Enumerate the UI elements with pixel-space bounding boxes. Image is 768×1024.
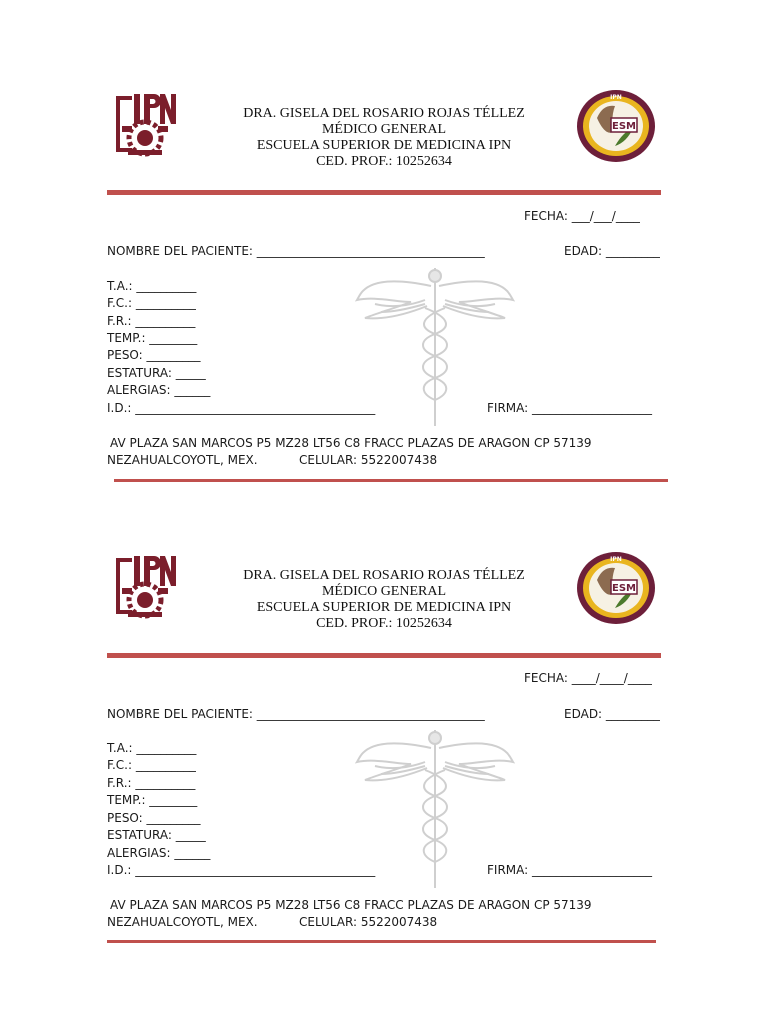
- prescription-form-1: [0, 0, 768, 467]
- prescription-form-2: [0, 462, 768, 929]
- doctor-title: MÉDICO GENERAL: [321, 122, 447, 137]
- temp-field[interactable]: TEMP.: ________: [107, 331, 198, 345]
- doctor-header: [200, 106, 568, 170]
- esm-seal-icon: [575, 550, 657, 626]
- ipn-logo-icon: [108, 552, 182, 622]
- professional-license: CED. PROF.: 10252634: [316, 616, 452, 631]
- ta-field[interactable]: T.A.: __________: [107, 741, 197, 755]
- fc-field[interactable]: F.C.: __________: [107, 296, 196, 310]
- esm-seal-top-text: IPN: [610, 94, 622, 101]
- esm-seal-top-text: IPN: [610, 556, 622, 563]
- nombre-paciente-field[interactable]: NOMBRE DEL PACIENTE: ______________________________________: [107, 244, 485, 258]
- estatura-field[interactable]: ESTATURA: _____: [107, 366, 206, 380]
- fecha-field[interactable]: FECHA: ___/___/____: [524, 209, 640, 223]
- bottom-divider-2: [107, 940, 656, 943]
- address-line: AV PLAZA SAN MARCOS P5 MZ28 LT56 C8 FRACC PLAZAS DE ARAGON CP 57139: [110, 898, 592, 912]
- nombre-paciente-field[interactable]: NOMBRE DEL PACIENTE: ______________________________________: [107, 707, 485, 721]
- fc-field[interactable]: F.C.: __________: [107, 758, 196, 772]
- fecha-field[interactable]: FECHA: ____/____/____: [524, 671, 652, 685]
- alergias-field[interactable]: ALERGIAS: ______: [107, 383, 211, 397]
- professional-license: CED. PROF.: 10252634: [316, 154, 452, 169]
- phone-line: CELULAR: 5522007438: [299, 453, 438, 467]
- address-line: AV PLAZA SAN MARCOS P5 MZ28 LT56 C8 FRACC PLAZAS DE ARAGON CP 57139: [110, 436, 592, 450]
- doctor-header: [200, 568, 568, 632]
- city-line: NEZAHUALCOYOTL, MEX.: [107, 453, 258, 467]
- id-field[interactable]: I.D.: ________________________________________: [107, 401, 376, 415]
- firma-field[interactable]: FIRMA: ____________________: [487, 401, 652, 415]
- esm-seal-text: ESM: [612, 583, 636, 594]
- doctor-name: DRA. GISELA DEL ROSARIO ROJAS TÉLLEZ: [243, 106, 525, 121]
- phone-line: CELULAR: 5522007438: [299, 915, 438, 929]
- ta-field[interactable]: T.A.: __________: [107, 279, 197, 293]
- edad-field[interactable]: EDAD: _________: [564, 244, 660, 258]
- esm-seal-icon: [575, 88, 657, 164]
- fr-field[interactable]: F.R.: __________: [107, 314, 196, 328]
- school-name: ESCUELA SUPERIOR DE MEDICINA IPN: [256, 138, 512, 153]
- estatura-field[interactable]: ESTATURA: _____: [107, 828, 206, 842]
- firma-field[interactable]: FIRMA: ____________________: [487, 863, 652, 877]
- temp-field[interactable]: TEMP.: ________: [107, 793, 198, 807]
- top-divider: [107, 190, 661, 195]
- edad-field[interactable]: EDAD: _________: [564, 707, 660, 721]
- fr-field[interactable]: F.R.: __________: [107, 776, 196, 790]
- school-name: ESCUELA SUPERIOR DE MEDICINA IPN: [256, 600, 512, 615]
- esm-seal-text: ESM: [612, 121, 636, 132]
- peso-field[interactable]: PESO: _________: [107, 348, 201, 362]
- doctor-name: DRA. GISELA DEL ROSARIO ROJAS TÉLLEZ: [243, 568, 525, 583]
- id-field[interactable]: I.D.: ________________________________________: [107, 863, 376, 877]
- alergias-field[interactable]: ALERGIAS: ______: [107, 846, 211, 860]
- ipn-logo-icon: [108, 90, 182, 160]
- peso-field[interactable]: PESO: _________: [107, 811, 201, 825]
- doctor-title: MÉDICO GENERAL: [321, 584, 447, 599]
- top-divider: [107, 653, 661, 658]
- city-line: NEZAHUALCOYOTL, MEX.: [107, 915, 258, 929]
